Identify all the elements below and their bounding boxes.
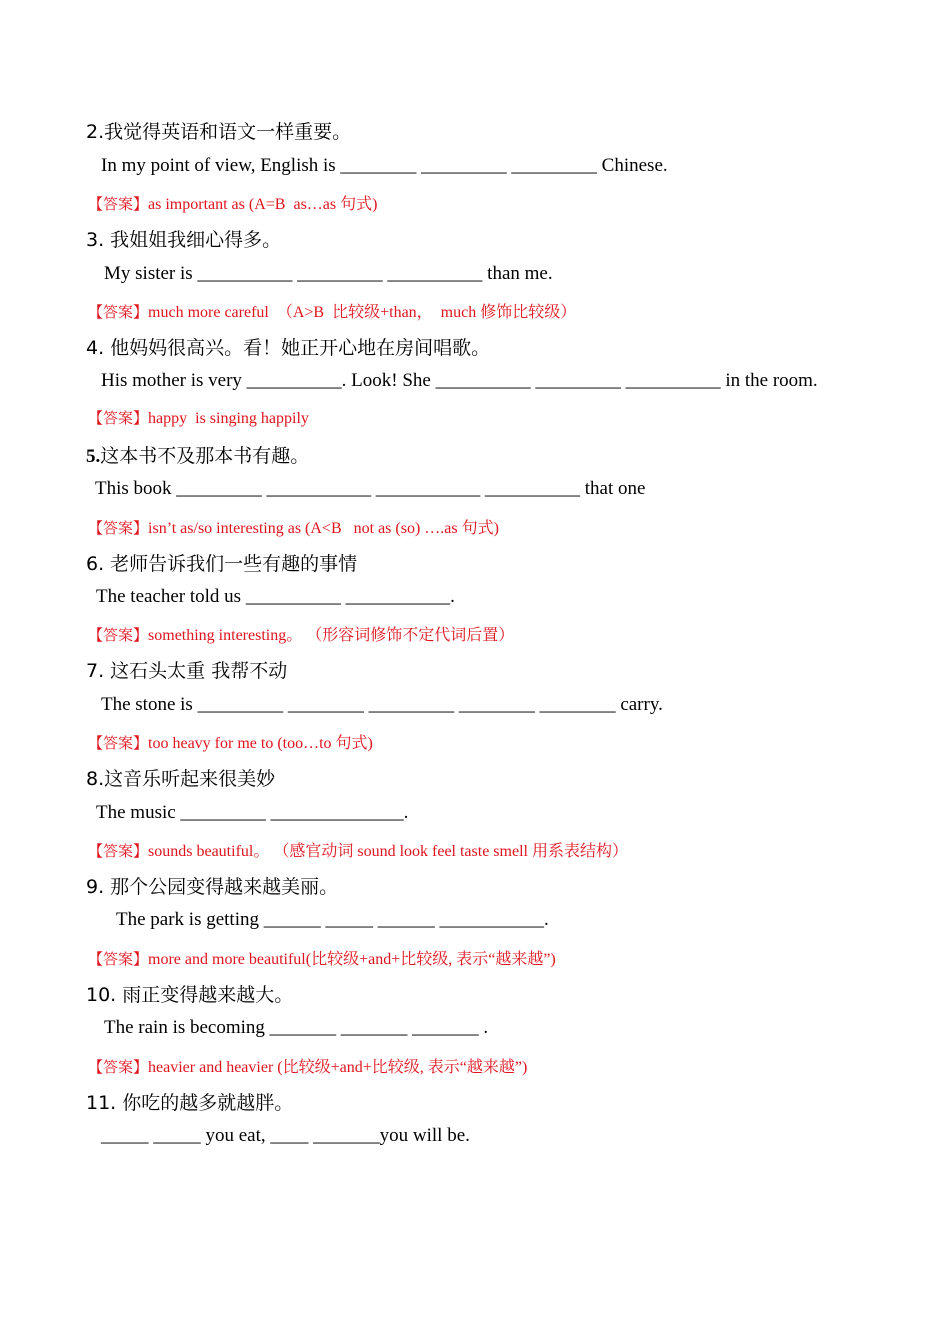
answer-tag: 【答案】 [88, 303, 149, 321]
answer-tag: 【答案】 [88, 195, 149, 213]
answer-text: too heavy for me to (too…to 句式) [148, 735, 373, 752]
answer-3 [88, 299, 576, 322]
answer-7 [88, 730, 373, 753]
answer-text: as important as (A=B as…as 句式) [148, 196, 378, 213]
answer-tag: 【答案】 [88, 842, 149, 860]
answer-2 [88, 191, 377, 214]
answer-tag: 【答案】 [88, 734, 149, 752]
question-2: 2.我觉得英语和语文一样重要。 [86, 121, 352, 143]
question-number: 5. [86, 446, 101, 467]
sentence-6: The teacher told us __________ ___________. [96, 586, 455, 607]
answer-tag: 【答案】 [88, 1058, 149, 1076]
question-4: 4. 他妈妈很高兴。看！她正开心地在房间唱歌。 [86, 337, 491, 359]
sentence-5: This book _________ ___________ ___________ __________ that one [95, 478, 646, 499]
sentence-7: The stone is _________ ________ _________ ________ ________ carry. [101, 694, 663, 715]
answer-9 [88, 946, 556, 969]
question-11: 11. 你吃的越多就越胖。 [86, 1092, 294, 1114]
answer-8 [88, 838, 628, 861]
answer-text: more and more beautiful(比较级+and+比较级, 表示“越来越”) [148, 951, 556, 968]
question-text: 这本书不及那本书有趣。 [100, 445, 310, 467]
sentence-11: _____ _____ you eat, ____ _______you will be. [101, 1125, 470, 1146]
question-7: 7. 这石头太重 我帮不动 [86, 660, 288, 682]
sentence-8: The music _________ ______________. [96, 802, 409, 823]
question-9: 9. 那个公园变得越来越美丽。 [86, 876, 339, 898]
sentence-10: The rain is becoming _______ _______ _______ . [104, 1017, 489, 1038]
sentence-3: My sister is __________ _________ __________ than me. [104, 263, 553, 284]
sentence-4: His mother is very __________. Look! She __________ _________ __________ in the room. [101, 370, 818, 391]
answer-text: isn’t as/so interesting as (A<B not as (so) ….as 句式) [148, 520, 499, 537]
answer-tag: 【答案】 [88, 950, 149, 968]
answer-10 [88, 1054, 527, 1077]
sentence-9: The park is getting ______ _____ ______ ___________. [116, 909, 549, 930]
question-10: 10. 雨正变得越来越大。 [86, 984, 294, 1006]
question-5 [86, 441, 309, 468]
question-3: 3. 我姐姐我细心得多。 [86, 229, 282, 251]
answer-text: something interesting。 （形容词修饰不定代词后置） [148, 627, 515, 644]
answer-text: sounds beautiful。 （感官动词 sound look feel taste smell 用系表结构） [148, 843, 628, 860]
answer-text: heavier and heavier (比较级+and+比较级, 表示“越来越”) [148, 1059, 528, 1076]
sentence-2: In my point of view, English is ________ _________ _________ Chinese. [101, 155, 668, 176]
answer-4 [88, 407, 309, 428]
question-8: 8.这音乐听起来很美妙 [86, 768, 276, 790]
answer-5 [88, 515, 499, 538]
question-6: 6. 老师告诉我们一些有趣的事情 [86, 553, 358, 575]
answer-tag: 【答案】 [88, 626, 149, 644]
answer-6 [88, 622, 514, 645]
answer-text: much more careful （A>B 比较级+than， much 修饰比较级） [148, 304, 577, 321]
answer-text: happy is singing happily [148, 410, 309, 427]
answer-tag: 【答案】 [88, 409, 149, 427]
answer-tag: 【答案】 [88, 519, 149, 537]
